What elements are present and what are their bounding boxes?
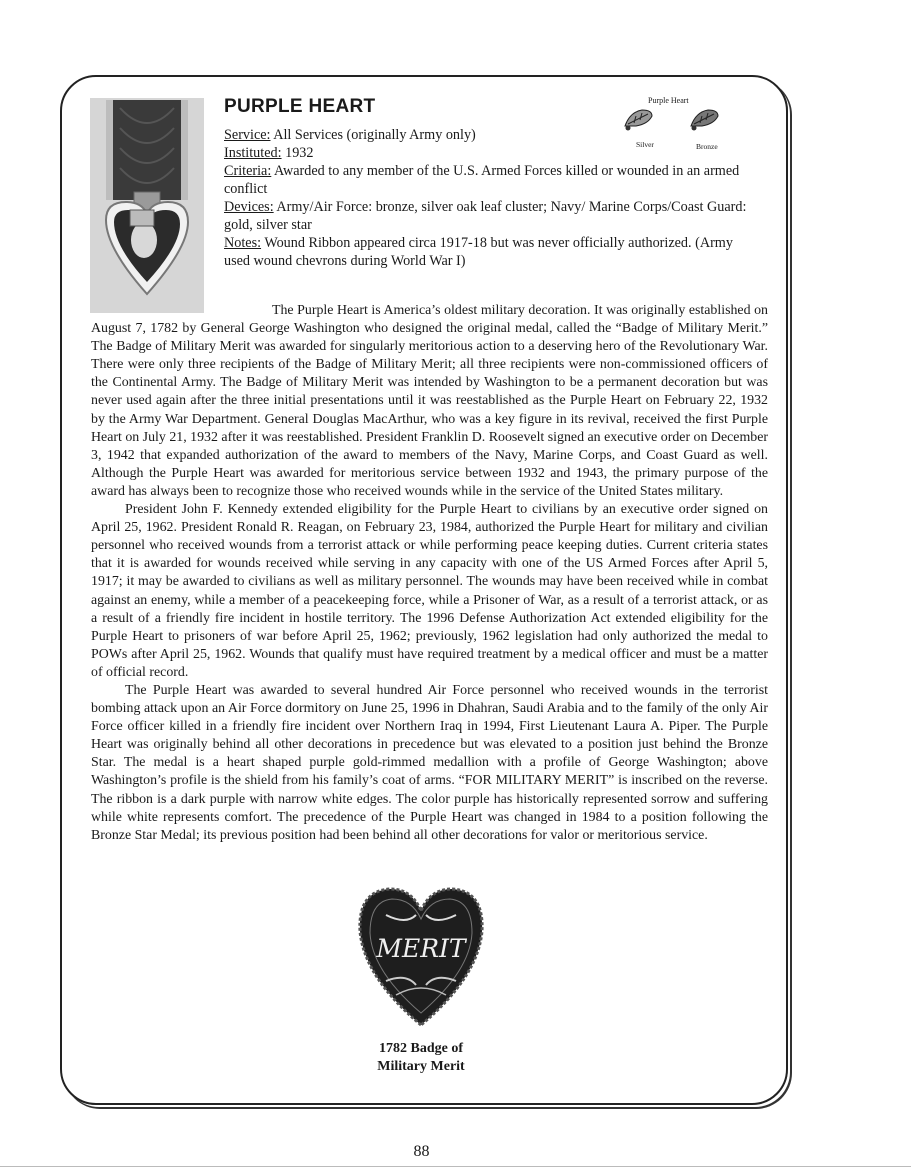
- article-body: [91, 302, 768, 845]
- silver-label: Silver: [636, 140, 654, 149]
- notes-row: [224, 234, 748, 270]
- bottom-divider: [0, 1166, 911, 1167]
- bronze-label: Bronze: [696, 142, 718, 151]
- badge-inscription: MERIT: [376, 934, 466, 963]
- badge-of-military-merit-image: [356, 885, 486, 1031]
- service-row: [224, 126, 748, 144]
- service-value: All Services (originally Army only): [270, 127, 476, 143]
- badge-caption-line-2: Military Merit: [377, 1059, 465, 1074]
- body-paragraph-2: President John F. Kennedy extended eligibility for the Purple Heart to civilians by an executive order signed on April 25, 1962. President Ronald R. Reagan, on February 23, 1984, authorized the Purple Heart for military and civilian personnel who received wounds from a terrorist attack or while performing peace keeping duties. Current criteria states that it is awarded for wounds received while serving in any capacity with one of the US Armed Forces after April 5, 1917; it may be awarded to civilians as well as military personnel. The wounds may have been received while in combat against an enemy, while a member of a peacekeeping force, while a Prisoner of War, as a result of a terrorist attack, or as a result of a friendly fire incident in hostile territory. The 1996 Defense Authorization Act extended eligibility for the Purple Heart to prisoners of war before April 25, 1962; previously, 1962 legislation had only authorized the medal to POWs after April 25, 1962. Wounds that qualify must have required treatment by a medical officer and must be a matter of official record.: [91, 502, 768, 680]
- instituted-row: [224, 144, 748, 162]
- criteria-label: Criteria:: [224, 163, 272, 179]
- criteria-row: [224, 162, 748, 198]
- page-title: PURPLE HEART: [224, 96, 376, 117]
- instituted-label: Instituted:: [224, 145, 282, 161]
- page-number: 88: [413, 1143, 430, 1160]
- purple-heart-medal-image: [90, 98, 204, 313]
- body-paragraph-3: The Purple Heart was awarded to several hundred Air Force personnel who received wounds in the terrorist bombing attack upon an Air Force dormitory on June 25, 1996 in Dhahran, Saudi Arabia and to the family of the only Air Force officer killed in a friendly fire incident over Northern Iraq in 1994, First Lieutenant Laura A. Piper. The Purple Heart was originally behind all other decorations in precedence but was elevated to a position just behind the Bronze Star. The medal is a heart shaped purple gold-rimmed medallion with a profile of George Washington; above Washington’s profile is the shield from his family’s coat of arms. “FOR MILITARY MERIT” is inscribed on the reverse. The ribbon is a dark purple with narrow white edges. The color purple has historically represented sorrow and suffering while white represents comfort. The precedence of the Purple Heart was changed in 1984 to a position following the Bronze Star Medal; its previous position had been behind all other decorations for valor or meritorious service.: [91, 682, 768, 843]
- service-label: Service:: [224, 127, 271, 143]
- notes-label: Notes:: [224, 235, 262, 251]
- body-paragraph-1: The Purple Heart is America’s oldest military decoration. It was originally established on August 7, 1782 by General George Washington who designed the original medal, called the “Badge of Military Merit.” The Badge of Military Merit was awarded for singularly meritorious action to a deserving hero of the Revolutionary War. There were only three recipients of the Badge of Military Merit; all three recipients were non-commissioned officers of the Continental Army. The Badge of Military Merit was intended by Washington to be a permanent decoration but was never used again after the three initial presentations until it was reestablished as the Purple Heart on February 22, 1932 by the Army War Department. General Douglas MacArthur, who was a key figure in its revival, received the first Purple Heart on July 21, 1932 after it was reestablished. President Franklin D. Roosevelt signed an executive order on December 3, 1942 that expanded authorization of the award to members of the Navy, Marine Corps, and Coast Guard as well. Although the Purple Heart was awarded for meritorious service between 1932 and 1943, the primary purpose of the award has always been to recognize those who received wounds while in the service of the United States military.: [91, 303, 768, 499]
- badge-caption-line-1: 1782 Badge of: [379, 1041, 463, 1056]
- criteria-value: Awarded to any member of the U.S. Armed Forces killed or wounded in an armed conflict: [224, 163, 740, 197]
- devices-value: Army/Air Force: bronze, silver oak leaf cluster; Navy/ Marine Corps/Coast Guard: gold, silver star: [224, 199, 747, 233]
- badge-caption: [321, 1040, 521, 1076]
- devices-row: [224, 198, 748, 234]
- devices-legend-caption: Purple Heart: [648, 96, 689, 105]
- notes-value: Wound Ribbon appeared circa 1917-18 but was never officially authorized. (Army used wound chevrons during World War I): [224, 235, 733, 269]
- devices-label: Devices:: [224, 199, 274, 215]
- instituted-value: 1932: [281, 145, 314, 161]
- award-facts: [224, 126, 748, 270]
